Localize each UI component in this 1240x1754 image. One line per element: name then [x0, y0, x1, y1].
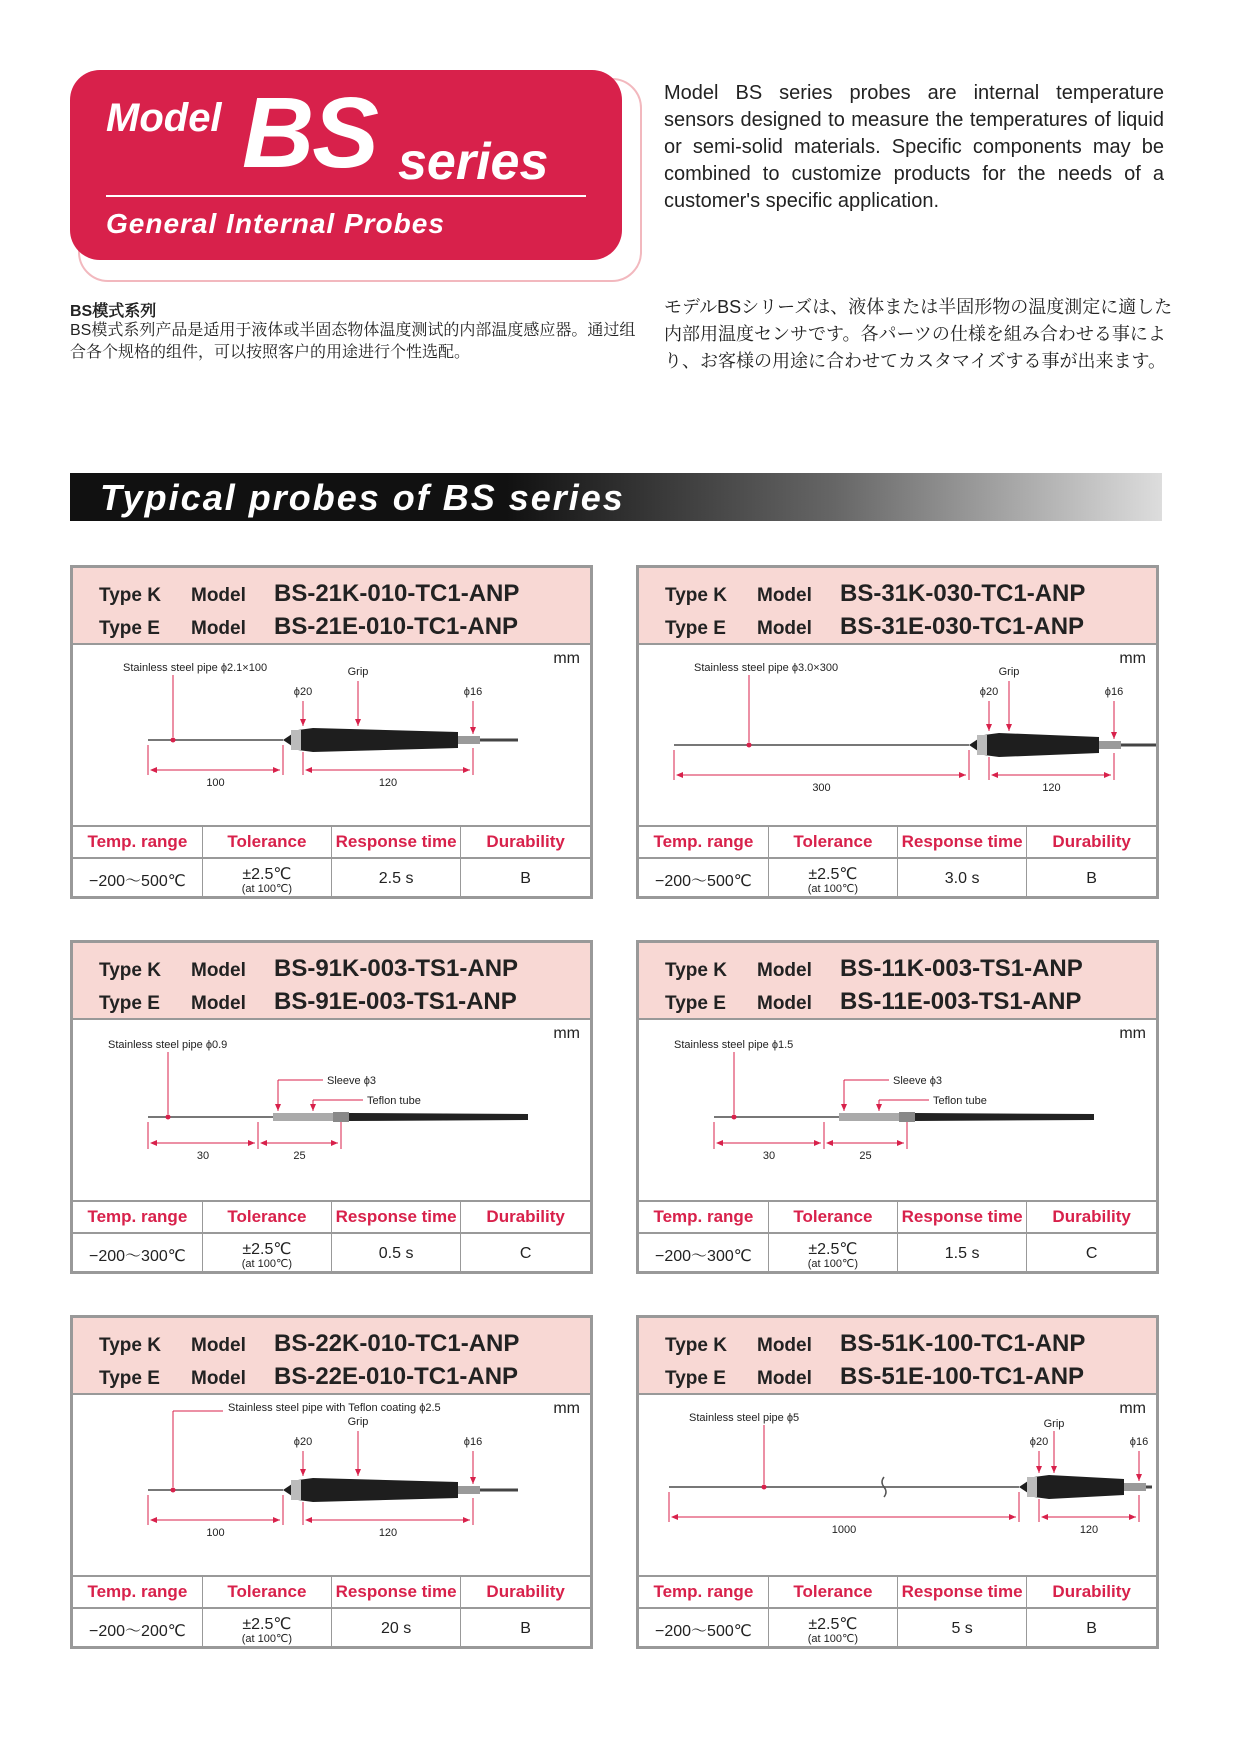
dim-label-1: 100	[206, 777, 225, 789]
model-e-value: BS-21E-010-TC1-ANP	[274, 613, 519, 640]
type-k-row	[665, 955, 1083, 983]
model-e-value: BS-31E-030-TC1-ANP	[840, 613, 1085, 640]
card-header	[639, 568, 1156, 645]
sleeve-label: Sleeve ϕ3	[327, 1075, 376, 1087]
type-k-row	[99, 580, 519, 608]
badge-rule	[106, 195, 586, 197]
phi20-label: ϕ20	[293, 686, 313, 698]
probe-drawing	[639, 1020, 1156, 1200]
th-tolerance: Tolerance	[768, 1576, 897, 1608]
type-k-row	[99, 1330, 519, 1358]
phi16-label: ϕ16	[463, 1436, 483, 1448]
tolerance-note: (at 100℃)	[807, 882, 858, 895]
strain-relief	[458, 736, 480, 744]
section-bar	[70, 473, 1162, 521]
card-header	[639, 943, 1156, 1020]
response-time-value: 0.5 s	[332, 1233, 461, 1274]
tolerance-value: ±2.5℃	[808, 1240, 858, 1258]
phi20-label: ϕ20	[979, 686, 999, 698]
unit-label: mm	[1119, 650, 1146, 667]
model-k-value: BS-21K-010-TC1-ANP	[274, 580, 520, 607]
probe-drawing	[73, 1395, 590, 1575]
strain-relief	[1099, 741, 1121, 749]
model-k-value: BS-91K-003-TS1-ANP	[274, 955, 519, 982]
badge-subtitle: General Internal Probes	[106, 208, 445, 239]
grip-body	[283, 1478, 458, 1502]
probe-card	[636, 1315, 1159, 1649]
grip-ring	[1027, 1477, 1037, 1497]
pipe-label: Stainless steel pipe ϕ0.9	[108, 1039, 228, 1051]
probe-card	[636, 565, 1159, 899]
response-time-value: 1.5 s	[898, 1233, 1027, 1274]
strain-relief	[1124, 1483, 1146, 1491]
type-e-row	[99, 613, 518, 641]
spec-table	[639, 1575, 1156, 1649]
series-word: series	[398, 133, 549, 191]
type-k-label: Type K	[99, 585, 161, 606]
grip-label: Grip	[347, 666, 369, 678]
phi16-label: ϕ16	[1129, 1436, 1149, 1448]
model-label: Model	[191, 960, 246, 981]
pipe-label: Stainless steel pipe ϕ1.5	[674, 1039, 794, 1051]
type-k-label: Type K	[665, 960, 727, 981]
th-temp-range: Temp. range	[639, 1576, 768, 1608]
th-durability: Durability	[461, 1576, 590, 1608]
durability-value: B	[1027, 858, 1156, 899]
pipe-marker	[166, 1115, 171, 1120]
model-label: Model	[191, 1335, 246, 1356]
durability-value: B	[1027, 1608, 1156, 1649]
th-tolerance: Tolerance	[768, 1201, 897, 1233]
tolerance-note: (at 100℃)	[241, 1257, 292, 1270]
pipe-label: Stainless steel pipe ϕ2.1×100	[123, 662, 268, 674]
th-response-time: Response time	[332, 1201, 461, 1233]
model-k-value: BS-11K-003-TS1-ANP	[840, 955, 1083, 982]
tolerance-cell	[202, 858, 331, 899]
bs-word: BS	[242, 77, 377, 189]
model-label: Model	[191, 993, 246, 1014]
th-tolerance: Tolerance	[768, 826, 897, 858]
durability-value: C	[1027, 1233, 1156, 1274]
grip-label: Grip	[998, 666, 1020, 678]
grip-ring	[291, 1480, 301, 1500]
unit-label: mm	[1119, 1400, 1146, 1417]
th-durability: Durability	[1027, 1576, 1156, 1608]
tolerance-cell	[768, 1608, 897, 1649]
pipe-marker	[732, 1115, 737, 1120]
intro-chinese-body: BS模式系列产品是适用于液体或半固态物体温度测试的内部温度感应器。通过组合各个规格的组件，可以按照客户的用途进行个性选配。	[70, 322, 636, 361]
teflon-tube	[915, 1113, 1094, 1121]
type-e-row	[665, 613, 1084, 641]
probe-card	[70, 1315, 593, 1649]
type-k-label: Type K	[99, 1335, 161, 1356]
th-temp-range: Temp. range	[639, 826, 768, 858]
type-e-row	[99, 988, 517, 1016]
type-e-label: Type E	[665, 618, 726, 639]
tube-label: Teflon tube	[367, 1095, 421, 1107]
pipe-marker	[762, 1485, 767, 1490]
type-e-row	[99, 1363, 518, 1391]
response-time-value: 20 s	[332, 1608, 461, 1649]
spec-table	[73, 825, 590, 899]
dim-label-2: 120	[378, 1527, 398, 1539]
pipe-label: Stainless steel pipe ϕ3.0×300	[694, 662, 839, 674]
tolerance-note: (at 100℃)	[241, 882, 292, 895]
sleeve-label: Sleeve ϕ3	[893, 1075, 942, 1087]
temp-range-value: −200～300℃	[639, 1233, 768, 1274]
phi16-label: ϕ16	[1104, 686, 1124, 698]
intro-english: Model BS series probes are internal temperature sensors designed to measure the temperatures of liquid or semi-solid materials. Specific components may be combined to customize products for the needs of a customer's specific application.	[664, 82, 1164, 212]
phi20-label: ϕ20	[1029, 1436, 1049, 1448]
th-response-time: Response time	[332, 1576, 461, 1608]
tolerance-value: ±2.5℃	[242, 865, 292, 883]
model-label: Model	[757, 993, 812, 1014]
unit-label: mm	[553, 1400, 580, 1417]
spec-table	[639, 1200, 1156, 1274]
type-e-label: Type E	[99, 618, 160, 639]
dim-label-2: 25	[859, 1150, 872, 1162]
unit-label: mm	[553, 650, 580, 667]
tolerance-cell	[768, 858, 897, 899]
th-response-time: Response time	[898, 1201, 1027, 1233]
temp-range-value: −200～500℃	[639, 1608, 768, 1649]
pipe-marker	[747, 743, 752, 748]
dim-label-2: 25	[293, 1150, 306, 1162]
grip-label: Grip	[347, 1416, 369, 1428]
unit-label: mm	[553, 1025, 580, 1042]
pipe-label: Stainless steel pipe ϕ5	[689, 1412, 800, 1424]
phi16-label: ϕ16	[463, 686, 483, 698]
probe-card	[636, 940, 1159, 1274]
type-k-row	[99, 955, 518, 983]
tolerance-note: (at 100℃)	[807, 1632, 858, 1645]
tolerance-value: ±2.5℃	[242, 1615, 292, 1633]
tolerance-note: (at 100℃)	[241, 1632, 292, 1645]
type-k-row	[665, 580, 1085, 608]
model-label: Model	[757, 585, 812, 606]
dim-label-1: 30	[762, 1150, 776, 1162]
th-tolerance: Tolerance	[202, 1201, 331, 1233]
dim-label-2: 120	[1079, 1524, 1099, 1536]
tolerance-value: ±2.5℃	[808, 1615, 858, 1633]
type-e-label: Type E	[665, 1368, 726, 1389]
type-e-label: Type E	[99, 1368, 160, 1389]
type-k-row	[665, 1330, 1085, 1358]
th-durability: Durability	[461, 826, 590, 858]
strain-relief	[458, 1486, 480, 1494]
card-header	[73, 568, 590, 645]
dim-label-1: 30	[196, 1150, 210, 1162]
th-temp-range: Temp. range	[73, 1576, 202, 1608]
th-temp-range: Temp. range	[73, 826, 202, 858]
th-response-time: Response time	[898, 1576, 1027, 1608]
grip-label: Grip	[1043, 1418, 1065, 1430]
unit-label: mm	[1119, 1025, 1146, 1042]
intro-chinese-title: BS模式系列	[70, 303, 157, 320]
tube-label: Teflon tube	[933, 1095, 987, 1107]
th-tolerance: Tolerance	[202, 826, 331, 858]
dim-label-1: 100	[206, 1527, 225, 1539]
temp-range-value: −200～500℃	[73, 858, 202, 899]
model-label: Model	[191, 1368, 246, 1389]
probe-card	[70, 940, 593, 1274]
response-time-value: 3.0 s	[898, 858, 1027, 899]
response-time-value: 5 s	[898, 1608, 1027, 1649]
grip-body	[969, 733, 1099, 757]
teflon-tube	[349, 1113, 528, 1121]
th-durability: Durability	[1027, 1201, 1156, 1233]
sleeve	[273, 1113, 333, 1121]
th-response-time: Response time	[898, 826, 1027, 858]
sleeve-joint	[899, 1112, 915, 1122]
probe-drawing	[73, 1020, 590, 1200]
pipe-marker	[171, 738, 176, 743]
tolerance-value: ±2.5℃	[242, 1240, 292, 1258]
model-e-value: BS-22E-010-TC1-ANP	[274, 1363, 519, 1390]
model-e-value: BS-51E-100-TC1-ANP	[840, 1363, 1085, 1390]
dim-label-1: 300	[812, 782, 831, 794]
grip-ring	[977, 735, 987, 755]
th-durability: Durability	[1027, 826, 1156, 858]
grip-body	[283, 728, 458, 752]
durability-value: C	[461, 1233, 590, 1274]
sleeve-joint	[333, 1112, 349, 1122]
tolerance-note: (at 100℃)	[807, 1257, 858, 1270]
model-label: Model	[191, 618, 246, 639]
model-e-value: BS-11E-003-TS1-ANP	[840, 988, 1082, 1015]
card-header	[639, 1318, 1156, 1395]
probe-drawing	[73, 645, 590, 825]
durability-value: B	[461, 1608, 590, 1649]
tolerance-value: ±2.5℃	[808, 865, 858, 883]
durability-value: B	[461, 858, 590, 899]
th-temp-range: Temp. range	[639, 1201, 768, 1233]
phi20-label: ϕ20	[293, 1436, 313, 1448]
probe-drawing	[639, 645, 1156, 825]
dim-label-2: 120	[1042, 782, 1061, 794]
pipe-marker	[171, 1488, 176, 1493]
spec-table	[73, 1575, 590, 1649]
model-label: Model	[757, 1335, 812, 1356]
temp-range-value: −200～300℃	[73, 1233, 202, 1274]
model-e-value: BS-91E-003-TS1-ANP	[274, 988, 517, 1015]
type-k-label: Type K	[665, 1335, 727, 1356]
type-k-label: Type K	[99, 960, 161, 981]
pipe-label: Stainless steel pipe with Teflon coating ϕ2.5	[228, 1402, 441, 1414]
section-title: Typical probes of BS series	[100, 477, 625, 518]
probe-card	[70, 565, 593, 899]
type-e-label: Type E	[665, 993, 726, 1014]
temp-range-value: −200～500℃	[639, 858, 768, 899]
dim-label-2: 120	[378, 777, 398, 789]
model-label: Model	[757, 618, 812, 639]
type-k-label: Type K	[665, 585, 727, 606]
sleeve	[839, 1113, 899, 1121]
model-label: Model	[757, 1368, 812, 1389]
tolerance-cell	[768, 1233, 897, 1274]
model-word: Model	[106, 96, 222, 140]
grip-ring	[291, 730, 301, 750]
dim-label-1: 1000	[831, 1524, 857, 1536]
th-response-time: Response time	[332, 826, 461, 858]
model-k-value: BS-51K-100-TC1-ANP	[840, 1330, 1086, 1357]
th-temp-range: Temp. range	[73, 1201, 202, 1233]
model-k-value: BS-22K-010-TC1-ANP	[274, 1330, 520, 1357]
tolerance-cell	[202, 1233, 331, 1274]
th-tolerance: Tolerance	[202, 1576, 331, 1608]
spec-table	[639, 825, 1156, 899]
probe-drawing	[639, 1395, 1156, 1575]
series-badge	[70, 70, 622, 260]
card-header	[73, 943, 590, 1020]
model-k-value: BS-31K-030-TC1-ANP	[840, 580, 1086, 607]
type-e-row	[665, 1363, 1084, 1391]
model-label: Model	[191, 585, 246, 606]
response-time-value: 2.5 s	[332, 858, 461, 899]
type-e-label: Type E	[99, 993, 160, 1014]
th-durability: Durability	[461, 1201, 590, 1233]
type-e-row	[665, 988, 1081, 1016]
tolerance-cell	[202, 1608, 331, 1649]
spec-table	[73, 1200, 590, 1274]
model-label: Model	[757, 960, 812, 981]
temp-range-value: −200～200℃	[73, 1608, 202, 1649]
intro-japanese: モデルBSシリーズは、液体または半固形物の温度測定に適した内部用温度センサです。各パーツの仕様を組み合わせる事により、お客様の用途に合わせてカスタマイズする事が出来ます。	[664, 297, 1173, 371]
card-header	[73, 1318, 590, 1395]
